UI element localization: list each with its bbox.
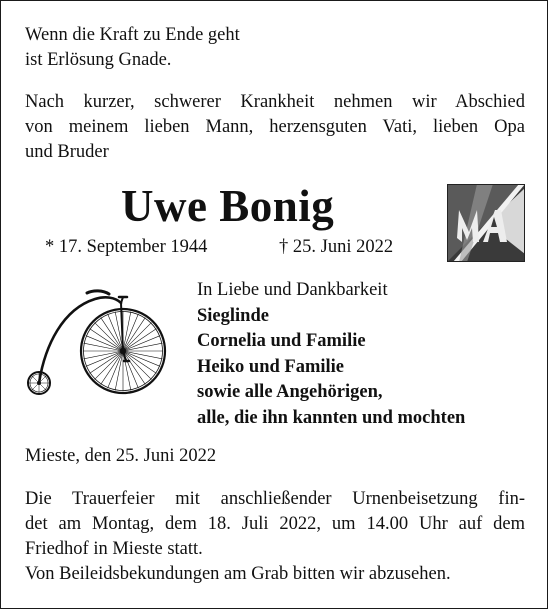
intro-line-3: und Bruder (25, 142, 109, 162)
funeral-paragraph (25, 487, 525, 587)
funeral-line-1: Die Trauerfeier mit anschließender Urnenbeisetzung fin- (25, 489, 525, 509)
mourner-son-family: Heiko und Familie (197, 356, 344, 377)
intro-line-1: Nach kurzer, schwerer Krankheit nehmen wir Abschied (25, 92, 525, 112)
intro-paragraph (25, 90, 525, 165)
penny-farthing-bicycle-icon (23, 285, 173, 397)
funeral-line-2: det am Montag, dem 18. Juli 2022, um 14.00 Uhr auf dem (25, 514, 525, 534)
publisher-logo-icon (447, 184, 525, 262)
mourner-acquaintances: alle, die ihn kannten und mochten (197, 407, 466, 428)
verse-line-2: ist Erlösung Gnade. (25, 50, 172, 70)
condolence-note: Von Beileidsbekundungen am Grab bitten wir abzusehen. (25, 564, 451, 584)
funeral-line-3: Friedhof in Mieste statt. (25, 539, 203, 559)
mourners-block (197, 278, 465, 431)
deceased-name: Uwe Bonig (121, 181, 335, 231)
intro-line-2: von meinem lieben Mann, herzensguten Vati, lieben Opa (25, 117, 525, 137)
mourner-daughter-family: Cornelia und Familie (197, 331, 366, 351)
verse-line-1: Wenn die Kraft zu Ende geht (25, 25, 240, 45)
mourners-heading: In Liebe und Dankbarkeit (197, 280, 388, 300)
place-date: Mieste, den 25. Juni 2022 (25, 446, 217, 466)
birth-date: * 17. September 1944 (45, 237, 208, 257)
mourner-relatives: sowie alle Angehörigen, (197, 382, 383, 402)
mourner-spouse: Sieglinde (197, 305, 269, 326)
death-date: † 25. Juni 2022 (279, 237, 394, 257)
